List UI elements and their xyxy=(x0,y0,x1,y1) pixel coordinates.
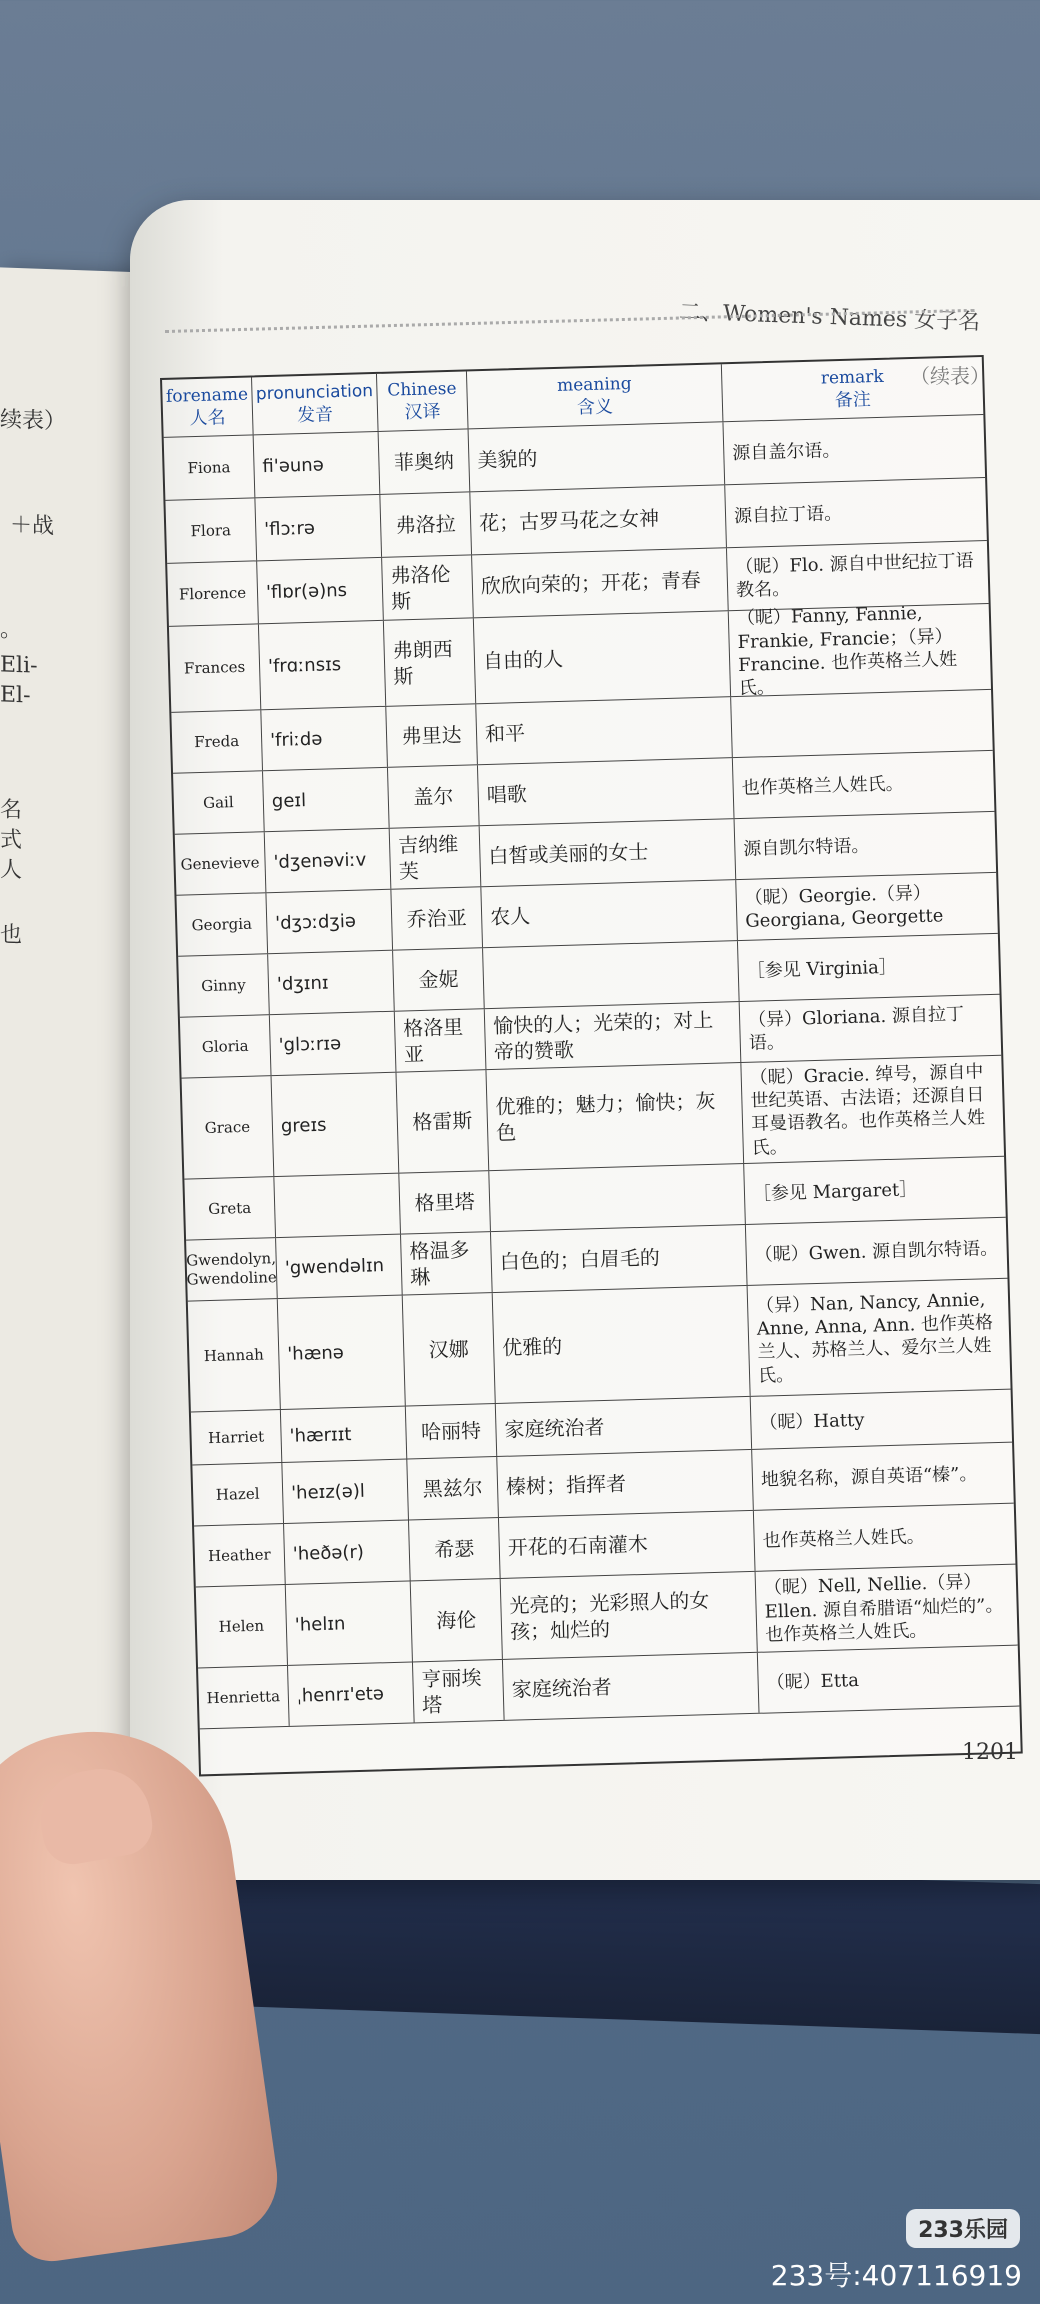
left-page-line: ＋战 xyxy=(10,512,55,540)
remark-cell: （昵）Gracie. 绰号，源自中世纪英语、古法语；还源自日耳曼语教名。也作英格兰人姓氏。 xyxy=(749,1060,986,1159)
remark-cell: （昵）Hatty xyxy=(759,1409,865,1434)
pronunciation-cell: fi'əunə xyxy=(254,432,381,497)
header-zh: 人名 xyxy=(189,407,226,430)
chinese-cell: 乔治亚 xyxy=(391,888,483,950)
remark-cell: （昵）Flo. 源自中世纪拉丁语教名。 xyxy=(735,550,974,602)
remark-cell: ［参见 Margaret］ xyxy=(752,1178,918,1205)
left-page-line: 续表） xyxy=(0,407,67,435)
forename-cell: Henrietta xyxy=(198,1666,290,1728)
left-page-line: Eli- xyxy=(0,652,38,679)
left-page-line: 人 xyxy=(0,857,23,884)
continued-label: （续表） xyxy=(910,364,990,388)
chinese-cell: 格温多琳 xyxy=(401,1233,493,1295)
meaning-cell: 家庭统治者 xyxy=(503,1653,760,1720)
chinese-cell: 盖尔 xyxy=(388,766,480,828)
pronunciation-cell: 'flɔːrə xyxy=(255,495,382,560)
header-zh: 备注 xyxy=(834,389,872,412)
header-en: forename xyxy=(165,384,249,407)
meaning-cell: 花；古罗马花之女神 xyxy=(470,486,727,555)
meaning-cell: 榛树；指挥者 xyxy=(497,1450,754,1517)
meaning-cell xyxy=(483,942,740,1009)
forename-cell: Florence xyxy=(167,562,259,626)
forename-cell: Gloria xyxy=(180,1016,272,1078)
forename-cell: Hazel xyxy=(192,1463,284,1525)
remark-cell: 源自拉丁语。 xyxy=(733,502,843,527)
forename-cell: Genevieve xyxy=(175,833,267,895)
meaning-cell xyxy=(489,1164,746,1231)
chinese-cell: 弗里达 xyxy=(386,705,478,767)
meaning-cell: 开花的石南灌木 xyxy=(499,1511,756,1578)
pronunciation-cell: 'glɔːrɪə xyxy=(270,1012,397,1075)
meaning-cell: 光亮的；光彩照人的女孩；灿烂的 xyxy=(501,1572,758,1659)
forename-cell: Freda xyxy=(171,711,263,773)
page-number: 1201 xyxy=(962,1740,1018,1765)
forename-cell: Greta xyxy=(184,1178,276,1240)
pronunciation-cell: ˌhenrɪ'etə xyxy=(288,1663,415,1726)
left-page-line: 。 xyxy=(0,617,23,644)
meaning-cell: 优雅的；魅力；愉快；灰色 xyxy=(486,1064,744,1171)
remark-cell: 也作英格兰人姓氏。 xyxy=(741,773,904,799)
meaning-cell: 美貌的 xyxy=(469,423,726,492)
header-zh: 汉译 xyxy=(404,401,441,424)
remark-cell: 地貌名称，源自英语“榛”。 xyxy=(760,1463,978,1491)
forename-cell: Heather xyxy=(194,1524,286,1586)
forename-cell: Georgia xyxy=(176,894,268,956)
pronunciation-cell: 'dʒenəviːv xyxy=(265,829,392,892)
chinese-cell: 弗洛伦斯 xyxy=(382,556,474,620)
chinese-cell: 吉纳维芙 xyxy=(390,827,482,889)
remark-cell: 源自凯尔特语。 xyxy=(743,835,870,860)
meaning-cell: 欣欣向荣的；开花；青春 xyxy=(472,549,729,618)
pronunciation-cell xyxy=(274,1174,401,1237)
chinese-cell: 汉娜 xyxy=(403,1294,496,1406)
pronunciation-cell: 'heðə(r) xyxy=(284,1521,411,1584)
meaning-cell: 唱歌 xyxy=(478,759,735,826)
pronunciation-cell: 'hærɪɪt xyxy=(281,1407,407,1462)
remark-cell: （昵）Etta xyxy=(766,1669,860,1694)
remark-cell: 也作英格兰人姓氏。 xyxy=(762,1525,925,1552)
table-body xyxy=(164,416,1020,1730)
remark-cell: ［参见 Virginia］ xyxy=(746,956,898,982)
chinese-cell: 弗朗西斯 xyxy=(384,619,476,706)
watermark-text: 233号:407116919 xyxy=(770,2259,1022,2292)
pronunciation-cell: 'heɪz(ə)l xyxy=(282,1460,409,1523)
meaning-cell: 白皙或美丽的女士 xyxy=(480,820,737,887)
forename-cell: Grace xyxy=(182,1077,275,1179)
remark-cell: （昵）Fanny, Fannie, Frankie, Francie；（异）Francine. 也作英格兰人姓氏。 xyxy=(736,603,958,700)
meaning-cell: 农人 xyxy=(481,881,738,948)
forename-cell: Fiona xyxy=(164,436,256,500)
chinese-cell: 金妮 xyxy=(393,949,485,1011)
chinese-cell: 哈丽特 xyxy=(406,1405,497,1459)
chinese-cell: 格雷斯 xyxy=(397,1071,490,1173)
meaning-cell: 家庭统治者 xyxy=(496,1397,752,1456)
pronunciation-cell: 'friːdə xyxy=(261,707,388,770)
remark-cell: 源自盖尔语。 xyxy=(732,439,841,464)
header-zh: 发音 xyxy=(296,404,334,427)
left-page-line: 也 xyxy=(0,922,23,949)
forename-cell: Helen xyxy=(196,1585,288,1667)
meaning-cell: 愉快的人；光荣的；对上帝的赞歌 xyxy=(485,1003,742,1070)
forename-cell: Gwendolyn, Gwendoline xyxy=(186,1239,278,1301)
header-en: pronunciation xyxy=(255,381,374,405)
chinese-cell: 黑兹尔 xyxy=(407,1457,499,1519)
pronunciation-cell: 'dʒɪnɪ xyxy=(268,951,395,1014)
forename-cell: Gail xyxy=(173,772,265,834)
remark-cell: （昵）Gwen. 源自凯尔特语。 xyxy=(754,1237,999,1266)
header-chinese xyxy=(377,371,469,431)
pronunciation-cell: 'dʒɔːdʒiə xyxy=(266,890,393,953)
remark-cell: （异）Gloriana. 源自拉丁语。 xyxy=(747,1003,965,1055)
forename-cell: Flora xyxy=(165,499,257,563)
left-page-line: 名 xyxy=(0,797,23,824)
chinese-cell: 亨丽埃塔 xyxy=(413,1660,505,1722)
chinese-cell: 弗洛拉 xyxy=(380,493,472,557)
pronunciation-cell: 'hænə xyxy=(278,1296,406,1409)
remark-cell: （昵）Nell, Nellie.（异）Ellen. 源自希腊语“灿烂的”。也作英格兰人姓氏。 xyxy=(763,1571,1004,1646)
header-pronunciation xyxy=(252,374,379,435)
forename-cell: Frances xyxy=(169,625,261,712)
book-cover xyxy=(230,1856,1040,2034)
pronunciation-cell: 'gwendəlɪn xyxy=(276,1235,403,1298)
header-meaning xyxy=(467,364,724,429)
watermark-logo: 233乐园 xyxy=(906,2209,1020,2248)
header-en: Chinese xyxy=(387,378,457,401)
forename-cell: Harriet xyxy=(191,1411,282,1465)
remark-cell xyxy=(731,690,993,757)
header-en: meaning xyxy=(556,373,632,396)
pronunciation-cell: 'helɪn xyxy=(286,1582,413,1665)
names-table xyxy=(160,355,1023,1776)
meaning-cell: 和平 xyxy=(476,698,733,765)
chinese-cell: 希瑟 xyxy=(409,1518,501,1580)
header-en: remark xyxy=(820,366,884,389)
chinese-cell: 格洛里亚 xyxy=(395,1010,487,1072)
pronunciation-cell: geɪl xyxy=(263,768,390,831)
meaning-cell: 优雅的 xyxy=(493,1286,751,1403)
remark-cell: （异）Nan, Nancy, Annie, Anne, Anna, Ann. 也作英格兰人、苏格兰人、爱尔兰人姓氏。 xyxy=(755,1289,994,1387)
header-forename xyxy=(162,377,254,437)
page-header-title: 二、Women's Names 女子名 xyxy=(678,299,981,336)
meaning-cell: 自由的人 xyxy=(474,612,731,704)
remark-cell: （昵）Georgie.（异）Georgiana, Georgette xyxy=(744,882,944,933)
header-zh: 含义 xyxy=(576,396,614,419)
chinese-cell: 海伦 xyxy=(411,1579,503,1661)
header-remark xyxy=(722,357,984,422)
meaning-cell: 白色的；白眉毛的 xyxy=(491,1225,748,1292)
chinese-cell: 菲奥纳 xyxy=(379,430,471,494)
chinese-cell: 格里塔 xyxy=(399,1172,491,1234)
left-page-line: 式 xyxy=(0,827,23,854)
forename-cell: Hannah xyxy=(188,1300,281,1412)
left-page-line: El- xyxy=(0,682,31,709)
pronunciation-cell: 'flɒr(ə)ns xyxy=(257,558,384,623)
pronunciation-cell: greɪs xyxy=(272,1073,400,1176)
forename-cell: Ginny xyxy=(178,955,270,1017)
pronunciation-cell: 'frɑːnsɪs xyxy=(259,621,386,709)
left-page xyxy=(0,267,150,1772)
